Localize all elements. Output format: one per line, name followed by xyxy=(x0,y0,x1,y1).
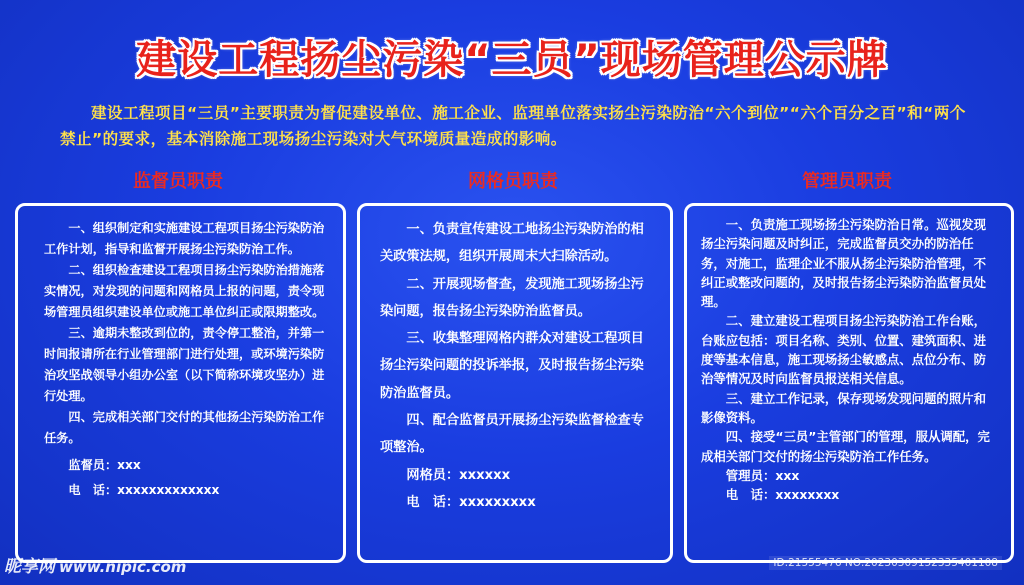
contact-person-value: xxx xyxy=(775,467,800,483)
contact-phone-value: xxxxxxxxxxxxx xyxy=(117,483,220,497)
duty-item: 二、组织检查建设工程项目扬尘污染防治措施落实情况，对发现的问题和网格员上报的问题，责令现场管理员组织建设单位或施工单位纠正或限期整改。 xyxy=(44,263,325,319)
duty-item: 三、逾期未整改到位的，责令停工整治，并第一时间报请所在行业管理部门进行处理，或环境污染防治攻坚战领导小组办公室（以下简称环境攻坚办）进行处理。 xyxy=(44,326,325,403)
duty-item: 一、组织制定和实施建设工程项目扬尘污染防治工作计划，指导和监督开展扬尘污染防治工作。 xyxy=(44,221,325,256)
heading-supervisor: 监督员职责 xyxy=(133,171,223,192)
duty-item: 二、开展现场督查，发现施工现场扬尘污染问题，报告扬尘污染防治监督员。 xyxy=(380,276,644,319)
contact-phone xyxy=(44,480,327,501)
contact-person-label: 网格员： xyxy=(406,467,460,483)
contact-person-label: 管理员： xyxy=(725,467,776,483)
contact-person-value: xxxxxx xyxy=(459,467,511,483)
watermark-site xyxy=(4,552,186,577)
contact-person xyxy=(380,462,656,489)
heading-manager: 管理员职责 xyxy=(802,171,892,192)
duty-item: 四、配合监督员开展扬尘污染监督检查专项整治。 xyxy=(380,413,644,456)
contact-person-value: xxx xyxy=(117,458,141,472)
contact-phone-label: 电 话： xyxy=(68,483,118,497)
duty-item: 三、建立工作记录，保存现场发现问题的照片和影像资料。 xyxy=(701,390,986,425)
contact-phone-value: xxxxxxxxx xyxy=(459,494,536,510)
duty-item: 一、负责宣传建设工地扬尘污染防治的相关政策法规，组织开展周末大扫除活动。 xyxy=(380,222,644,265)
watermark-site-name: 昵享网 xyxy=(4,557,55,577)
panel-manager xyxy=(684,203,1014,563)
watermark-site-url: www.nipic.com xyxy=(59,558,187,576)
page-title: 建设工程扬尘污染“三员”现场管理公示牌 xyxy=(136,37,888,83)
duty-item: 三、收集整理网格内群众对建设工程项目扬尘污染问题的投诉举报，及时报告扬尘污染防治监督员。 xyxy=(380,331,644,401)
panel-supervisor xyxy=(15,203,346,563)
contact-phone xyxy=(380,489,656,516)
contact-person-label: 监督员： xyxy=(68,458,118,472)
contact-phone-label: 电 话： xyxy=(406,494,460,510)
contact-person xyxy=(701,466,997,485)
contact-phone-value: xxxxxxxx xyxy=(775,487,840,503)
panel-grid-member xyxy=(357,203,673,563)
duty-item: 四、接受“三员”主管部门的管理，服从调配，完成相关部门交付的扬尘污染防治工作任务。 xyxy=(701,429,990,464)
heading-grid-member: 网格员职责 xyxy=(468,171,558,192)
watermark-image-id: ID:21555476 NO:20230309152335401108 xyxy=(769,556,1002,570)
duty-item: 四、完成相关部门交付的其他扬尘污染防治工作任务。 xyxy=(44,410,325,445)
duty-item: 二、建立建设工程项目扬尘污染防治工作台账，台账应包括：项目名称、类别、位置、建筑面积、进度等基本信息，施工现场扬尘敏感点、点位分布、防治等情况及时向监督员报送相关信息。 xyxy=(701,313,986,387)
contact-person xyxy=(44,455,327,476)
contact-phone xyxy=(701,485,997,504)
contact-phone-label: 电 话： xyxy=(725,487,776,503)
duty-item: 一、负责施工现场扬尘污染防治日常。巡视发现扬尘污染问题及时纠正，完成监督员交办的防治任务，对施工，监理企业不服从扬尘污染防治管理，不纠正或整改问题的，及时报告扬尘污染防治监督员处理。 xyxy=(701,217,986,310)
intro-text: 建设工程项目“三员”主要职责为督促建设单位、施工企业、监理单位落实扬尘污染防治“六个到位”“六个百分之百”和“两个禁止”的要求，基本消除施工现场扬尘污染对大气环境质量造成的影响。 xyxy=(60,104,966,148)
